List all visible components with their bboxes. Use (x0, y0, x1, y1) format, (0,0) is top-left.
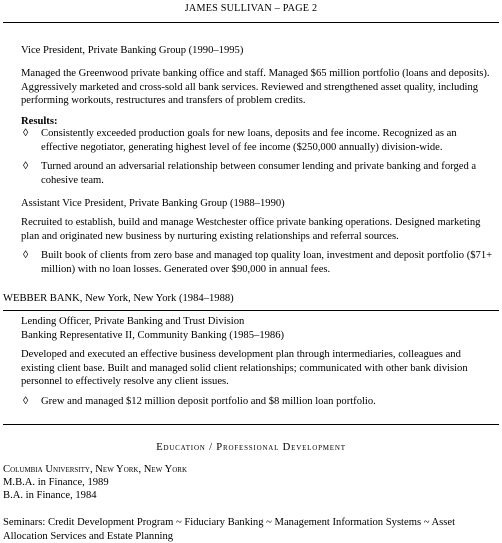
seminars-text: Seminars: Credit Development Program ~ Fiduciary Banking ~ Management Information Systems ~ Asset Allocation Services and Estate Planning (3, 517, 456, 542)
list-item (21, 127, 496, 154)
job-title-vp: Vice President, Private Banking Group (1990–1995) (21, 45, 244, 56)
degree-mba: M.B.A. in Finance, 1989 (3, 477, 109, 488)
list-item (21, 160, 496, 187)
bullet-icon: ◊ (23, 250, 29, 261)
school-name: Columbia University, New York, New York (3, 464, 188, 475)
bullet-text: Turned around an adversarial relationship between consumer lending and private banking and forged a cohesive team. (41, 161, 477, 186)
avp-bullet-list (21, 249, 496, 276)
employer-description: Developed and executed an effective business development plan through intermediaries, colleagues and existing client base. Built and managed solid client relationships; communicated with other bank division personnel to effectively resolve any client issues. (21, 349, 468, 388)
job-description-vp: Managed the Greenwood private banking office and staff. Managed $65 million portfolio (loans and deposits). Aggressively marketed and cross-sold all bank services. Reviewed and strengthened asset quality, including performing workouts, restructures and transfers of problem credits. (21, 68, 490, 107)
bullet-text: Built book of clients from zero base and managed top quality loan, investment and deposit portfolio ($71+ million) with no loan losses. Generated over $90,000 in annual fees. (41, 250, 493, 275)
bullet-text: Grew and managed $12 million deposit portfolio and $8 million loan portfolio. (41, 396, 376, 407)
role-banking-representative: Banking Representative II, Community Banking (1985–1986) (21, 330, 285, 341)
job-description-avp: Recruited to establish, build and manage Westchester office private banking operations. Designed marketing plan and originated new business by nurturing existing relationships and referral sources. (21, 217, 481, 242)
header-divider (3, 22, 499, 23)
results-label: Results: (21, 116, 58, 127)
bullet-icon: ◊ (23, 128, 29, 139)
degree-ba: B.A. in Finance, 1984 (3, 490, 97, 501)
bullet-icon: ◊ (23, 161, 29, 173)
bullet-icon: ◊ (23, 396, 29, 407)
list-item (21, 395, 496, 409)
page-header-title: JAMES SULLIVAN – PAGE 2 (184, 3, 318, 14)
employer-divider (3, 310, 499, 311)
results-list (21, 127, 496, 187)
employer-bullet-list (21, 395, 496, 409)
role-lending-officer: Lending Officer, Private Banking and Trust Division (21, 316, 245, 327)
bullet-text: Consistently exceeded production goals for new loans, deposits and fee income. Recognized as an effective negotiator, generating highest level of fee income ($250,000 annually) division-wide. (41, 128, 457, 153)
employer-line: WEBBER BANK, New York, New York (1984–1988) (3, 293, 234, 304)
education-top-divider (3, 424, 499, 425)
list-item (21, 249, 496, 276)
job-title-avp: Assistant Vice President, Private Banking Group (1988–1990) (21, 198, 285, 209)
education-section-title: Education / Professional Development (156, 442, 346, 453)
